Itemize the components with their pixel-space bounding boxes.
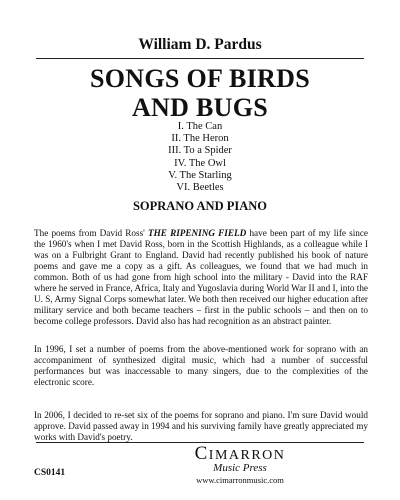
composer-name: William D. Pardus — [138, 36, 262, 53]
movement-item: V. The Starling — [168, 169, 232, 181]
publisher-tagline: Music Press — [213, 462, 267, 474]
title-line-2: AND BUGS — [131, 93, 269, 122]
para1-rest: have been part of my life since the 1960's when I met David Ross, born in the Scottish Highlands, as a colleague while I was on a Fulbright Grant to England. David had recently published his book of nature poems and gave me a copy as a gift. As colleagues, we found that we had much in common. Both of us had gone from high school into the military - David into the RAF where he served in France, Africa, Italy and Yugoslavia during World War II and I, into the U. S, Army Signal Corps somewhat later. We both then received our higher education after military service and both became teachers – first in the public schools – and then on to become college professors. David also has had recognition as an abstract painter. — [34, 228, 369, 326]
movement-list — [0, 121, 400, 194]
movement-item: VI. Beetles — [176, 182, 224, 194]
work-title — [0, 64, 400, 122]
voicing-label: SOPRANO AND PIANO — [132, 199, 268, 213]
program-note-paragraph-3 — [34, 410, 368, 443]
book-title: THE RIPENING FIELD — [148, 228, 247, 238]
para2-text: In 1996, I set a number of poems from the above-mentioned work for soprano with an accompaniment of synthesized digital music, which had a number of successful performances but was inaccessable to many singers, due to the complexities of the electronic score. — [34, 344, 368, 387]
publisher-url[interactable]: www.cimarronmusic.com — [196, 475, 284, 485]
program-note-paragraph-2 — [34, 344, 368, 388]
catalog-number: CS0141 — [34, 468, 66, 478]
movement-item: I. The Can — [177, 121, 223, 132]
publisher-initial: C — [194, 443, 209, 464]
publisher-name — [150, 443, 330, 464]
para3-text: In 2006, I decided to re-set six of the poems for soprano and piano. I'm sure David would approve. David passed away in 1994 and his surviving family have greatly appreciated my works with David's poetry. — [34, 410, 368, 442]
publisher-name-rest: IMARRON — [208, 448, 286, 463]
movement-item: III. To a Spider — [168, 145, 232, 157]
publisher-logo — [150, 443, 330, 485]
top-rule — [36, 58, 364, 59]
title-line-1: SONGS OF BIRDS — [90, 64, 310, 93]
program-note-paragraph-1 — [34, 228, 368, 327]
movement-item: II. The Heron — [171, 133, 229, 145]
movement-item: IV. The Owl — [174, 157, 226, 169]
para1-lead: The poems from David Ross' — [34, 228, 145, 238]
